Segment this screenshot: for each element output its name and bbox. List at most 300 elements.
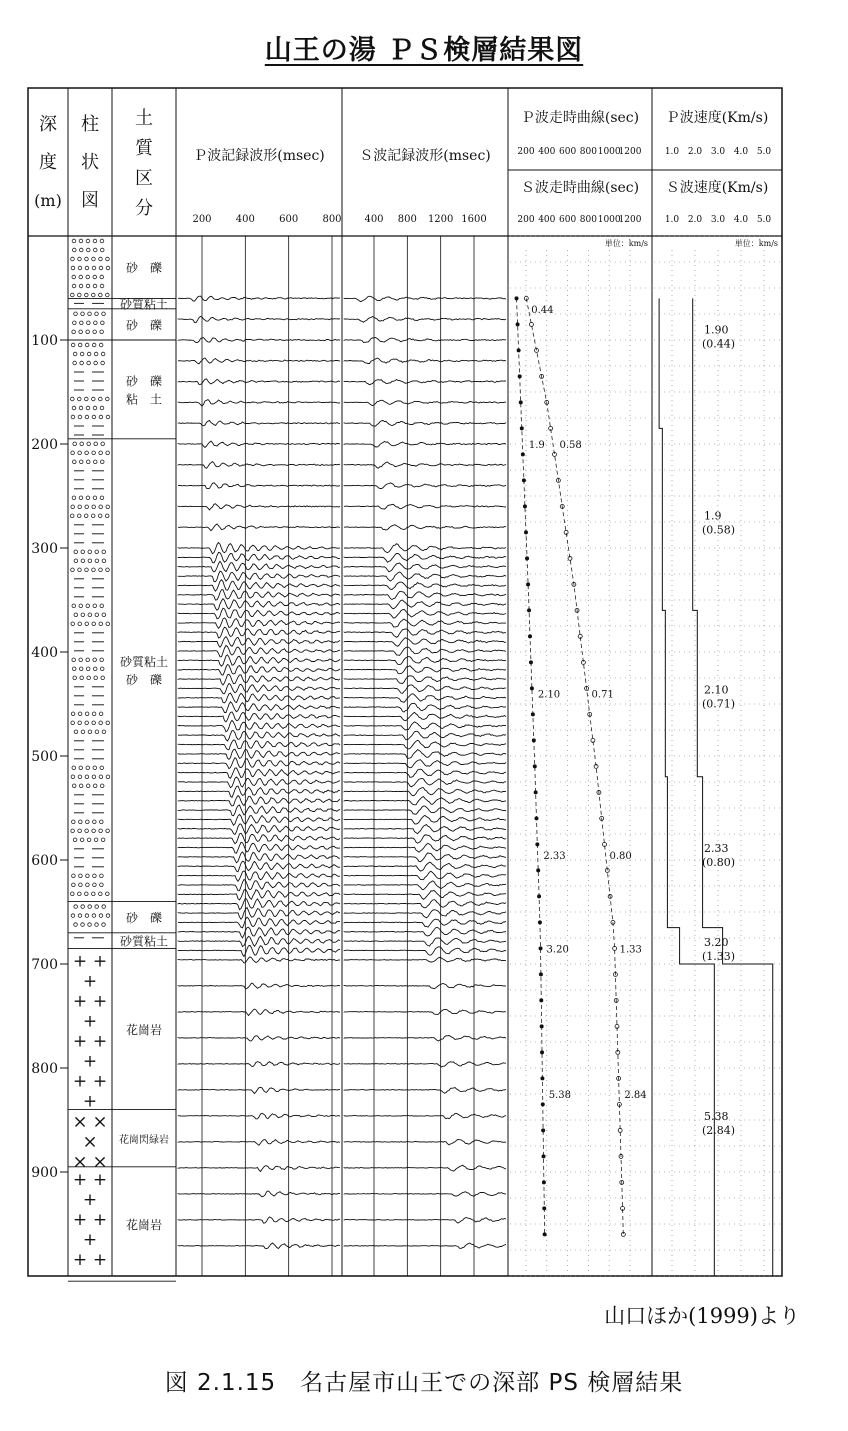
gravel-mark — [92, 266, 96, 270]
gravel-mark — [86, 284, 90, 288]
gravel-mark — [85, 343, 89, 347]
diorite-mark: × — [82, 1131, 98, 1153]
gravel-mark — [92, 505, 96, 509]
s-wave-trace — [344, 1139, 506, 1144]
gravel-mark — [106, 568, 110, 572]
s-wave-traces — [344, 296, 506, 1248]
gravel-mark — [73, 352, 77, 356]
gravel-mark — [73, 676, 77, 680]
gravel-mark — [72, 667, 76, 671]
gravel-mark — [71, 892, 75, 896]
p-travel-point — [535, 842, 539, 846]
gravel-mark — [71, 293, 75, 297]
gravel-mark — [86, 496, 90, 500]
s-wave-trace — [344, 881, 506, 890]
gravel-mark — [101, 352, 105, 356]
s-wave-trace — [344, 797, 506, 805]
p-travel-point — [521, 452, 525, 456]
granite-mark: + — [82, 1051, 98, 1072]
gravel-mark — [93, 406, 97, 410]
gravel-mark — [100, 784, 104, 788]
gravel-mark — [80, 442, 84, 446]
s-wave-trace — [344, 712, 506, 721]
s-travel-label: 2.84 — [624, 1090, 647, 1101]
depth-tick-label: 300 — [31, 541, 58, 557]
gravel-mark — [101, 676, 105, 680]
gravel-mark — [94, 321, 98, 325]
gravel-mark — [79, 604, 83, 608]
gravel-mark — [81, 559, 85, 563]
soil-header — [135, 108, 154, 219]
gravel-mark — [71, 775, 75, 779]
gravel-mark — [74, 312, 78, 316]
s-wave-trace — [344, 694, 506, 703]
gravel-mark — [80, 361, 84, 365]
gravel-mark — [79, 406, 83, 410]
soil-header-char: 分 — [135, 198, 153, 219]
s-wave-trace — [344, 338, 506, 343]
gravel-mark — [72, 496, 76, 500]
gravel-mark — [99, 415, 103, 419]
s-record-tick: 800 — [397, 214, 417, 225]
s-travel-tick: 800 — [579, 215, 597, 225]
s-velocity-header: Ｓ波速度(Km/s) — [665, 180, 769, 196]
soil-layer-label: 砂質粘土 — [119, 934, 169, 949]
s-velocity-tick: 3.0 — [710, 215, 726, 225]
s-wave-trace — [344, 358, 506, 363]
gravel-mark — [93, 784, 97, 788]
gravel-mark — [78, 622, 82, 626]
p-travel-point — [528, 634, 532, 638]
gravel-mark — [74, 905, 78, 909]
s-velocity-tick: 1.0 — [664, 215, 680, 225]
gravel-mark — [86, 667, 90, 671]
gravel-mark — [77, 514, 81, 518]
gravel-mark — [81, 730, 85, 734]
s-travel-label: 0.44 — [531, 304, 554, 316]
gravel-mark — [85, 397, 89, 401]
gravel-mark — [72, 406, 76, 410]
gravel-mark — [86, 820, 90, 824]
granite-mark: + — [92, 1169, 108, 1190]
soil-classification — [119, 260, 169, 1232]
diorite-mark: × — [92, 1111, 108, 1133]
gravel-mark — [78, 266, 82, 270]
s-wave-trace — [344, 938, 506, 946]
p-velocity-tick: 1.0 — [664, 147, 680, 157]
gravel-mark — [100, 658, 104, 662]
gravel-mark — [85, 775, 89, 779]
granite-mark: + — [82, 1189, 98, 1210]
column-header-char: 状 — [81, 152, 99, 173]
gravel-mark — [93, 820, 97, 824]
gravel-mark — [78, 451, 82, 455]
s-wave-trace — [344, 779, 506, 787]
p-travel-point — [532, 738, 536, 742]
s-wave-trace — [344, 1010, 506, 1015]
gravel-mark — [72, 248, 76, 252]
gravel-mark — [92, 712, 96, 716]
gravel-mark — [100, 874, 104, 878]
gravel-mark — [101, 321, 105, 325]
gravel-mark — [93, 275, 97, 279]
s-wave-trace — [344, 740, 506, 749]
p-travel-tick: 400 — [538, 147, 556, 157]
gravel-mark — [102, 730, 106, 734]
p-travel-point — [525, 556, 529, 560]
gravel-mark — [80, 838, 84, 842]
s-wave-trace — [344, 400, 506, 405]
s-wave-trace — [344, 825, 506, 834]
gravel-mark — [72, 284, 76, 288]
s-travel-label: 1.33 — [619, 944, 642, 956]
gravel-mark — [106, 829, 110, 833]
p-travel-tick: 1000 — [597, 147, 621, 157]
gravel-mark — [95, 550, 99, 554]
gravel-mark — [72, 820, 76, 824]
s-wave-trace — [344, 703, 506, 712]
gravel-mark — [73, 838, 77, 842]
gravel-mark — [71, 415, 75, 419]
p-travel-point — [536, 868, 540, 872]
s-wave-trace — [344, 609, 506, 618]
s-wave-trace — [344, 984, 506, 989]
p-travel-tick: 200 — [517, 147, 535, 157]
gravel-mark — [92, 829, 96, 833]
gravel-mark — [74, 923, 78, 927]
gravel-mark — [100, 766, 104, 770]
gravel-mark — [86, 658, 90, 662]
gravel-mark — [72, 658, 76, 662]
gravel-mark — [79, 284, 83, 288]
s-wave-trace — [344, 1036, 506, 1042]
gravel-mark — [81, 905, 85, 909]
gravel-mark — [100, 604, 104, 608]
gravel-mark — [92, 343, 96, 347]
gravel-mark — [70, 514, 74, 518]
soil-layer-label: 花崗岩 — [125, 1218, 163, 1232]
gravel-mark — [106, 266, 110, 270]
p-travel-label: 5.38 — [548, 1090, 572, 1101]
soil-layer-label: 砂 礫 — [125, 318, 163, 333]
p-travel-label: 1.9 — [528, 440, 545, 451]
s-wave-trace — [344, 843, 506, 852]
soil-layer-label: 粘 土 — [125, 392, 163, 407]
p-travel-point — [522, 478, 526, 482]
s-wave-trace — [344, 910, 506, 918]
gravel-mark — [88, 730, 92, 734]
p-travel-point — [541, 1128, 545, 1132]
depth-header-char: 深 — [39, 114, 57, 135]
granite-mark: + — [72, 951, 88, 972]
p-travel-point — [530, 686, 534, 690]
gravel-mark — [100, 820, 104, 824]
p-record-tick: 800 — [322, 214, 342, 225]
gravel-mark — [92, 293, 96, 297]
s-velocity-tick: 2.0 — [687, 215, 703, 225]
p-travel-header: Ｐ波走時曲線(sec) — [520, 110, 640, 126]
gravel-mark — [81, 923, 85, 927]
gravel-mark — [71, 622, 75, 626]
s-travel-tick: 200 — [517, 215, 535, 225]
gravel-mark — [85, 451, 89, 455]
gravel-mark — [93, 248, 97, 252]
s-wave-trace — [344, 504, 506, 509]
gravel-mark — [86, 883, 90, 887]
s-travel-point — [529, 322, 533, 326]
travel-time-curves — [515, 296, 647, 1236]
s-wave-trace — [344, 462, 506, 468]
gravel-mark — [71, 914, 75, 918]
depth-header-char: (m) — [34, 191, 62, 210]
soil-layer-label: 花崗岩 — [125, 1023, 163, 1037]
diorite-mark: × — [72, 1111, 88, 1133]
gravel-mark — [80, 321, 84, 325]
gravel-mark — [92, 568, 96, 572]
gravel-mark — [99, 892, 103, 896]
p-travel-point — [543, 1232, 547, 1236]
s-travel-label: 0.71 — [591, 689, 614, 701]
s-wave-trace — [344, 380, 506, 385]
gravel-mark — [100, 406, 104, 410]
s-wave-trace — [344, 592, 506, 600]
s-wave-trace — [344, 647, 506, 655]
p-velocity-tick: 2.0 — [687, 147, 703, 157]
p-travel-point — [524, 530, 528, 534]
gravel-mark — [73, 442, 77, 446]
gravel-mark — [71, 721, 75, 725]
p-velocity-label: 1.9 — [704, 509, 722, 523]
depth-tick-label: 200 — [31, 437, 58, 453]
p-travel-point — [527, 608, 531, 612]
s-wave-trace — [344, 629, 506, 637]
gravel-mark — [72, 874, 76, 878]
gravel-mark — [92, 892, 96, 896]
s-wave-trace — [344, 731, 506, 740]
granite-mark: + — [92, 1031, 108, 1052]
gravel-mark — [85, 505, 89, 509]
depth-header-char: 度 — [39, 152, 57, 173]
granite-mark: + — [72, 991, 88, 1012]
gravel-mark — [78, 775, 82, 779]
gravel-mark — [86, 604, 90, 608]
gravel-mark — [81, 312, 85, 316]
gravel-mark — [88, 559, 92, 563]
gravel-mark — [99, 266, 103, 270]
p-travel-point — [520, 426, 524, 430]
s-wave-trace — [344, 1114, 506, 1119]
gravel-mark — [79, 496, 83, 500]
granite-mark: + — [82, 1011, 98, 1032]
granite-mark: + — [72, 1071, 88, 1092]
gravel-mark — [100, 496, 104, 500]
gravel-mark — [79, 784, 83, 788]
gravel-mark — [78, 721, 82, 725]
gravel-mark — [102, 613, 106, 617]
depth-tick-label: 700 — [31, 957, 58, 973]
p-travel-tick: 1200 — [618, 147, 642, 157]
s-wave-trace — [344, 483, 506, 489]
gravel-mark — [85, 415, 89, 419]
gravel-mark — [92, 914, 96, 918]
granite-mark: + — [72, 1031, 88, 1052]
gravel-mark — [100, 883, 104, 887]
gravel-mark — [94, 676, 98, 680]
gravel-mark — [84, 514, 88, 518]
gravel-mark — [79, 239, 83, 243]
gravel-mark — [86, 330, 90, 334]
p-velocity-label: 2.33 — [704, 842, 729, 856]
p-travel-point — [542, 1154, 546, 1158]
soil-layer-label: 砂 礫 — [125, 374, 163, 389]
s-wave-trace — [344, 900, 506, 908]
s-velocity-label: (0.44) — [702, 337, 736, 351]
soil-layer-label: 花崗閃緑岩 — [119, 1135, 169, 1147]
gravel-mark — [78, 568, 82, 572]
granite-mark: + — [72, 1249, 88, 1270]
p-travel-point — [531, 712, 535, 716]
gravel-mark — [101, 361, 105, 365]
s-wave-trace — [344, 871, 506, 879]
s-wave-trace — [344, 947, 506, 955]
gravel-mark — [95, 730, 99, 734]
soil-header-char: 区 — [135, 168, 153, 189]
s-wave-trace — [344, 676, 506, 684]
diorite-mark: × — [92, 1151, 108, 1173]
gravel-mark — [71, 397, 75, 401]
gravel-mark — [85, 622, 89, 626]
gravel-mark — [94, 361, 98, 365]
diorite-mark: × — [72, 1151, 88, 1173]
s-wave-trace — [344, 1192, 506, 1196]
gravel-mark — [99, 914, 103, 918]
s-wave-trace — [344, 1165, 506, 1171]
gravel-mark — [78, 293, 82, 297]
p-velocity-label: 3.20 — [704, 935, 729, 949]
p-travel-point — [526, 582, 530, 586]
gravel-mark — [71, 257, 75, 261]
gravel-mark — [106, 257, 110, 261]
gravel-mark — [92, 415, 96, 419]
p-travel-point — [539, 998, 543, 1002]
gravel-mark — [71, 568, 75, 572]
gravel-mark — [94, 838, 98, 842]
s-wave-trace — [344, 750, 506, 759]
s-velocity-label: (0.80) — [702, 856, 736, 870]
gravel-mark — [87, 352, 91, 356]
gravel-mark — [86, 460, 90, 464]
p-velocity-label: 2.10 — [704, 683, 729, 697]
s-wave-trace — [344, 638, 506, 647]
s-wave-trace — [344, 1062, 506, 1067]
source-note: 山口ほか(1999)より — [604, 1304, 800, 1328]
gravel-mark — [86, 239, 90, 243]
gravel-mark — [80, 352, 84, 356]
gravel-mark — [78, 892, 82, 896]
p-travel-point — [534, 816, 538, 820]
gravel-mark — [99, 829, 103, 833]
p-velocity-tick: 3.0 — [710, 147, 726, 157]
s-wave-trace — [344, 1218, 506, 1223]
s-wave-trace — [344, 657, 506, 665]
p-record-tick: 200 — [192, 214, 212, 225]
s-wave-trace — [344, 421, 506, 427]
p-travel-tick: 800 — [579, 147, 597, 157]
gravel-mark — [85, 266, 89, 270]
gravel-mark — [99, 397, 103, 401]
depth-axis — [31, 333, 68, 1181]
gravel-mark — [88, 923, 92, 927]
gravel-mark — [94, 352, 98, 356]
column-header-char: 柱 — [81, 114, 99, 135]
gravel-mark — [105, 514, 109, 518]
s-wave-trace — [344, 788, 506, 796]
s-wave-trace — [344, 563, 506, 572]
p-record-tick: 400 — [235, 214, 255, 225]
granite-mark: + — [92, 1249, 108, 1270]
p-travel-point — [542, 1206, 546, 1210]
granite-mark: + — [82, 971, 98, 992]
s-wave-trace — [344, 685, 506, 694]
s-wave-trace — [344, 441, 506, 447]
gravel-mark — [85, 293, 89, 297]
p-travel-point — [538, 920, 542, 924]
gravel-mark — [93, 496, 97, 500]
p-travel-point — [539, 946, 543, 950]
p-velocity-label: 1.90 — [704, 323, 729, 337]
gravel-mark — [78, 914, 82, 918]
gravel-mark — [100, 330, 104, 334]
s-wave-trace — [344, 722, 506, 730]
s-velocity-tick: 4.0 — [733, 215, 749, 225]
gravel-mark — [88, 312, 92, 316]
s-wave-trace — [344, 553, 506, 562]
gravel-mark — [99, 343, 103, 347]
gravel-mark — [74, 559, 78, 563]
depth-tick-label: 800 — [31, 1061, 58, 1077]
gravel-mark — [74, 550, 78, 554]
gravel-mark — [79, 658, 83, 662]
s-wave-trace — [344, 296, 506, 301]
gravel-mark — [79, 248, 83, 252]
s-velocity-label: (2.84) — [702, 1124, 736, 1137]
p-travel-point — [540, 1024, 544, 1028]
soil-layer-label: 砂質粘土 — [119, 655, 169, 670]
gravel-mark — [87, 321, 91, 325]
gravel-mark — [73, 321, 77, 325]
s-wave-trace — [344, 525, 506, 530]
gravel-mark — [92, 451, 96, 455]
gravel-mark — [78, 505, 82, 509]
p-travel-tick: 600 — [559, 147, 577, 157]
soil-layer-label: 砂 礫 — [125, 261, 163, 276]
gravel-mark — [86, 766, 90, 770]
gravel-mark — [94, 442, 98, 446]
p-travel-point — [542, 1180, 546, 1184]
gravel-mark — [99, 505, 103, 509]
gravel-mark — [99, 775, 103, 779]
gravel-mark — [102, 905, 106, 909]
gravel-mark — [79, 330, 83, 334]
figure-caption: 図 2.1.15 名古屋市山王での深部 PS 検層結果 — [164, 1370, 684, 1396]
s-record-tick: 1600 — [461, 214, 487, 225]
gravel-mark — [71, 343, 75, 347]
gravel-mark — [102, 550, 106, 554]
s-wave-trace — [344, 919, 506, 927]
gravel-mark — [100, 460, 104, 464]
gravel-mark — [85, 712, 89, 716]
gravel-mark — [99, 257, 103, 261]
